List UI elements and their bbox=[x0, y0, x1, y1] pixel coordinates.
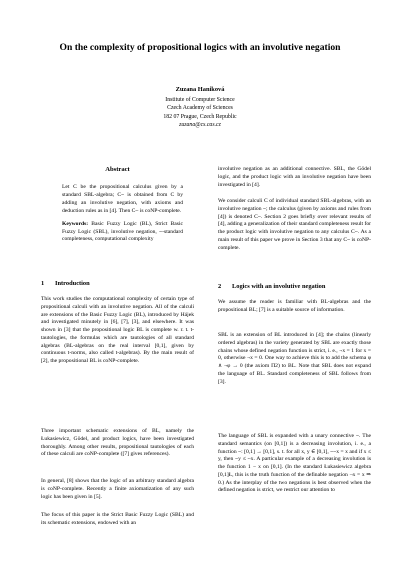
section-heading-introduction bbox=[41, 280, 194, 288]
affiliation-line: 182 07 Prague, Czech Republic bbox=[163, 113, 237, 120]
abstract-body bbox=[62, 184, 183, 249]
logics-paragraph-1: We assume the reader is familiar with BL-algebras and the propositional BL; [7] is a suitable source of information. bbox=[218, 299, 371, 313]
section-number: 1 bbox=[41, 280, 45, 287]
section-title: Introduction bbox=[55, 280, 90, 287]
intro-paragraph-2: Three important schematic extensions of BL, namely the Łukasiewicz, Gödel, and product logics, have been investigated thoroughly. Among other results, propositional tautologies of each of these calculi are coNP-complete ([7] gives references). bbox=[41, 428, 194, 458]
affiliation-line: Institute of Computer Science bbox=[165, 97, 235, 103]
intro-paragraph-1: This work studies the computational complexity of certain type of propositional calculi with an involutive negation. All of the calculi are extensions of the Basic Fuzzy Logic (BL), introduced by Hájek and investigated minutely in [6], [7], [3], and elsewhere. It was shown in [3] that the propositional logic BL is complete w. r. t. t-tautologies, the formulas which are tautologies of all standard algebras (BL-algebras on the real interval [0,1], given by continuous t-norms, also called t-algebras). By the main result of [2], the propositional BL is coNP-complete. bbox=[41, 296, 194, 364]
keywords-text: Basic Fuzzy Logic (BL), Strict Basic Fuzzy Logic (SBL), involutive negation, ~-standard completeness, computational complexity bbox=[62, 220, 183, 243]
author-name: Zuzana Haniková bbox=[175, 86, 225, 93]
right-paragraph-2: We consider calculi C of individual standard SBL-algebras, with an involutive negation ~; the calculus (given by axioms and rules from [4]) is denoted C~. Section 2 goes briefly over relevant results of [4], adding a generalization of their standard completeness result for the product logic with involutive negation to any calculus C~. As a main result of this paper we prove in Section 3 that any C~ is coNP-complete. bbox=[218, 198, 371, 251]
intro-paragraph-3: In general, [8] shows that the logic of an arbitrary standard algebra is coNP-complete. Recently a finite axiomatization of any such logic has been given in [5]. bbox=[41, 478, 194, 500]
keywords bbox=[62, 221, 183, 245]
author-affiliation bbox=[20, 96, 380, 130]
section-number: 2 bbox=[218, 283, 222, 290]
right-paragraph-1: involutive negation as an additional connective. SBL, the Gödel logic, and the product logic with an involutive negation have been investigated in [4]. bbox=[218, 166, 371, 188]
keywords-label: Keywords: bbox=[62, 220, 89, 227]
intro-paragraph-4: The focus of this paper is the Strict Basic Fuzzy Logic (SBL) and its schematic extensions, endowed with an bbox=[41, 512, 194, 526]
author-email[interactable]: zuzana@cs.cas.cz bbox=[179, 122, 221, 129]
section-title: Logics with an involutive negation bbox=[232, 283, 326, 290]
logics-paragraph-3: The language of SBL is expanded with a unary connective ~. The standard semantics (on [0,1]) is a decreasing involution, i. e., a function ~: [0,1] → [0,1], s. t. for all x, y ∈ [0,1], ~~x = x and if x ≤ y, then ~y ≤ ~x. A particular example of a decreasing involution is the function 1 − x on [0,1]. (In the standard Łukasiewicz algebra [0,1]Ł, this is the truth function of the definable negation ¬x = x ⇒ 0.) As the interplay of the two negations is best observed when the defined negation is strict, we restrict our attention to bbox=[218, 433, 371, 494]
paper-title: On the complexity of propositional logics with an involutive negation bbox=[59, 42, 341, 53]
logics-paragraph-2: SBL is an extension of BL introduced in [4]; the chains (linearly ordered algebras) in the variety generated by SBL are exactly those chains whose defined negation function is strict, i. e., ¬x = 1 for x = 0, otherwise ¬x = 0. One way to achieve this is to add the schema φ ∧ ¬φ → 0 (the axiom Π2) to BL. Note that SBL does not expand the language of BL. Standard completeness of SBL follows from [3]. bbox=[218, 332, 371, 385]
abstract-heading: Abstract bbox=[105, 166, 130, 173]
section-heading-logics bbox=[218, 283, 371, 291]
affiliation-line: Czech Academy of Sciences bbox=[167, 105, 233, 112]
abstract-text: Let C be the propositional calculus given by a standard SBL-algebra; C~ is obtained from C by adding an involutive negation, with axioms and deduction rules as in [4]. Then C~ is coNP-complete. bbox=[62, 184, 183, 214]
